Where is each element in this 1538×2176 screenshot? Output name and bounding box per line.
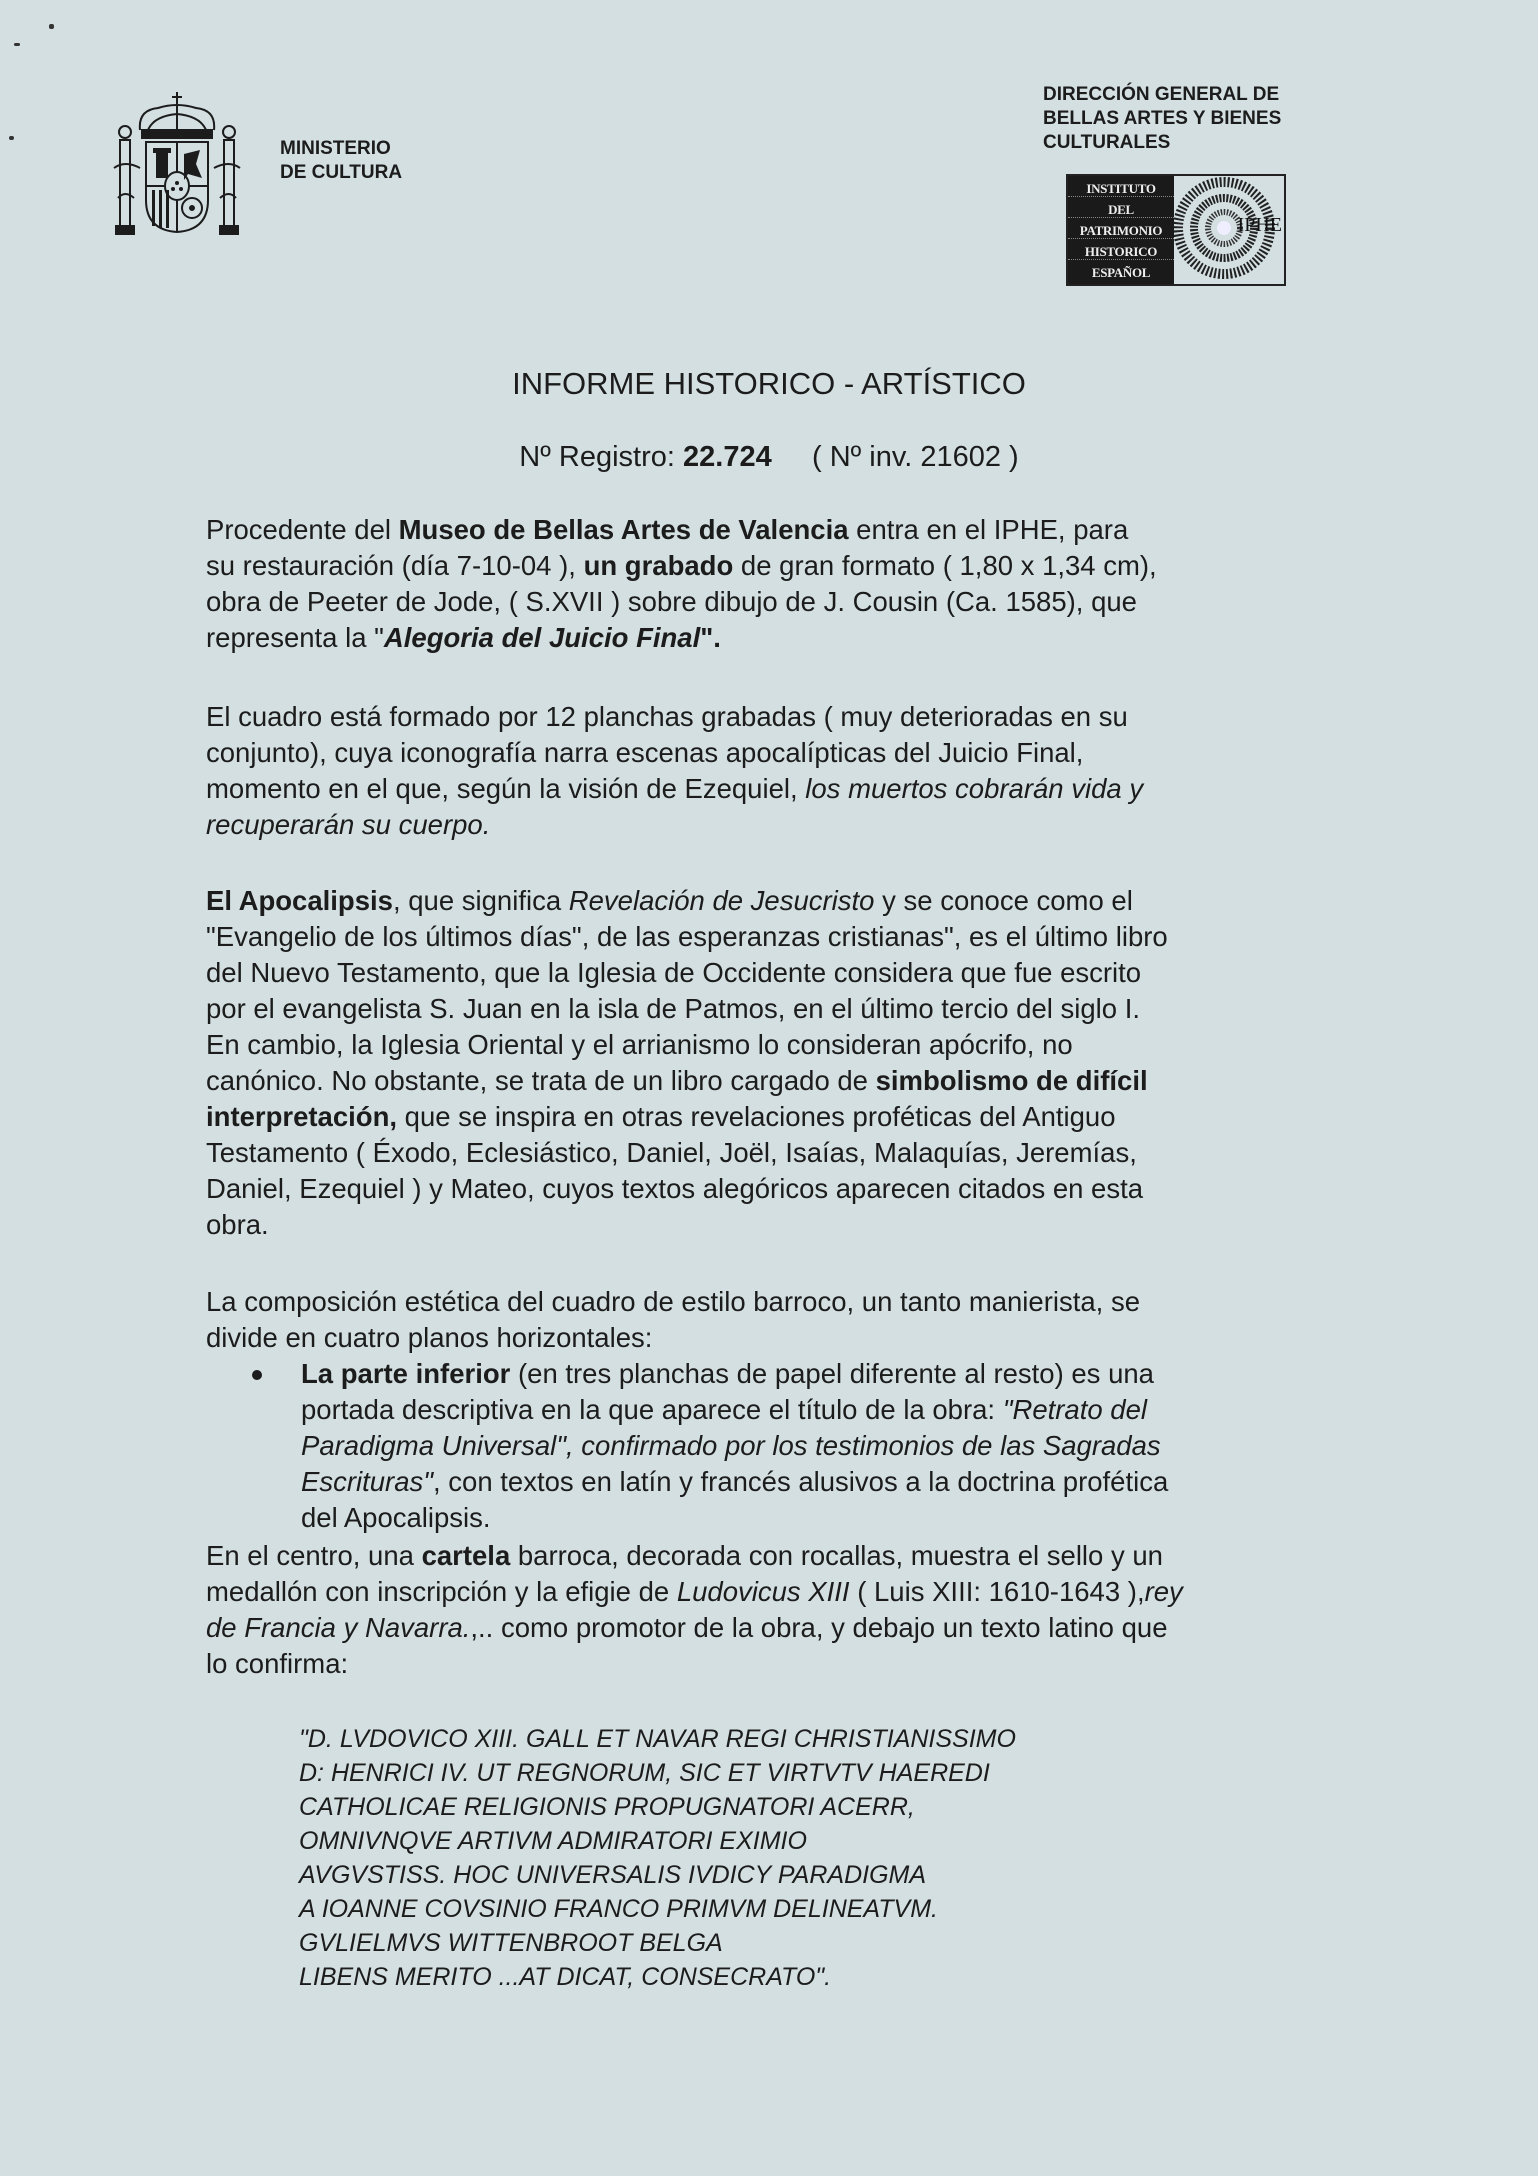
p2-line-3: momento en el que, según la visión de Ezequiel, los muertos cobrarán vida y: [206, 773, 1144, 804]
p2-line-1: El cuadro está formado por 12 planchas grabadas ( muy deterioradas en su: [206, 701, 1128, 732]
p5-line-2: medallón con inscripción y la efigie de Ludovicus XIII ( Luis XIII: 1610-1643 ),rey: [206, 1576, 1183, 1607]
latin-line-3: CATHOLICAE RELIGIONIS PROPUGNATORI ACERR,: [299, 1793, 915, 1821]
latin-line-4: OMNIVNQVE ARTIVM ADMIRATORI EXIMIO: [299, 1827, 807, 1855]
document-title: INFORME HISTORICO - ARTÍSTICO: [512, 366, 1026, 401]
p5-line-3: de Francia y Navarra.,.. como promotor de la obra, y debajo un texto latino que: [206, 1612, 1168, 1643]
iphe-logo-line: HISTORICO: [1068, 244, 1174, 260]
p3-line-10: obra.: [206, 1209, 269, 1240]
p3-line-9: Daniel, Ezequiel ) y Mateo, cuyos textos alegóricos aparecen citados en esta: [206, 1173, 1144, 1204]
bullet-line-3: Paradigma Universal", confirmado por los testimonios de las Sagradas: [301, 1430, 1161, 1461]
latin-line-8: LIBENS MERITO ...AT DICAT, CONSECRATO".: [299, 1963, 832, 1991]
directorate-line-2: BELLAS ARTES Y BIENES: [1043, 108, 1282, 129]
p5-line-1: En el centro, una cartela barroca, decorada con rocallas, muestra el sello y un: [206, 1540, 1163, 1571]
scan-speck: [49, 24, 54, 29]
p3-line-8: Testamento ( Éxodo, Eclesiástico, Daniel, Joël, Isaías, Malaquías, Jeremías,: [206, 1137, 1137, 1168]
iphe-logo-line: PATRIMONIO: [1068, 223, 1174, 239]
latin-line-1: "D. LVDOVICO XIII. GALL ET NAVAR REGI CHRISTIANISSIMO: [299, 1725, 1016, 1753]
p3-line-5: En cambio, la Iglesia Oriental y el arrianismo lo consideran apócrifo, no: [206, 1029, 1073, 1060]
p1-line-1: Procedente del Museo de Bellas Artes de Valencia entra en el IPHE, para: [206, 514, 1129, 545]
scan-speck: [9, 136, 14, 140]
latin-line-6: A IOANNE COVSINIO FRANCO PRIMVM DELINEATVM.: [299, 1895, 938, 1923]
inventario-number: ( Nº inv. 21602 ): [812, 441, 1019, 473]
directorate-name: [1043, 83, 1281, 155]
iphe-logo-line: DEL: [1068, 202, 1174, 218]
latin-line-7: GVLIELMVS WITTENBROOT BELGA: [299, 1929, 723, 1957]
directorate-line-3: CULTURALES: [1043, 132, 1171, 153]
directorate-line-1: DIRECCIÓN GENERAL DE: [1043, 84, 1280, 105]
coat-of-arms-icon: [110, 90, 245, 240]
ministry-name: [280, 137, 402, 185]
bullet-line-4: Escrituras", con textos en latín y francés alusivos a la doctrina profética: [301, 1466, 1169, 1497]
iphe-logo-text-block: [1068, 176, 1174, 284]
p4-line-2: divide en cuatro planos horizontales:: [206, 1322, 653, 1353]
ministry-line-2: DE CULTURA: [280, 162, 403, 183]
iphe-logo-line: ESPAÑOL: [1091, 264, 1151, 280]
registro-label: Nº Registro:: [519, 441, 675, 473]
p5-line-4: lo confirma:: [206, 1648, 349, 1679]
p1-line-3: obra de Peeter de Jode, ( S.XVII ) sobre dibujo de J. Cousin (Ca. 1585), que: [206, 586, 1137, 617]
p3-line-6: canónico. No obstante, se trata de un libro cargado de simbolismo de difícil: [206, 1065, 1148, 1096]
iphe-logo: [1066, 174, 1286, 286]
p4-line-1: La composición estética del cuadro de estilo barroco, un tanto manierista, se: [206, 1286, 1140, 1317]
p3-line-2: "Evangelio de los últimos días", de las esperanzas cristianas", es el último libro: [206, 921, 1168, 952]
bullet-icon: [252, 1370, 262, 1380]
registro-value: 22.724: [683, 441, 772, 473]
p1-line-2: su restauración (día 7-10-04 ), un grabado de gran formato ( 1,80 x 1,34 cm),: [206, 550, 1157, 581]
p1-line-4: representa la "Alegoria del Juicio Final".: [206, 622, 721, 653]
ministry-line-1: MINISTERIO: [280, 138, 391, 159]
latin-line-5: AVGVSTISS. HOC UNIVERSALIS IVDICY PARADIGMA: [299, 1861, 927, 1889]
iphe-logo-line: INSTITUTO: [1068, 181, 1174, 197]
iphe-seal: [1174, 176, 1284, 284]
p3-line-7: interpretación, que se inspira en otras revelaciones proféticas del Antiguo: [206, 1101, 1116, 1132]
p3-line-1: El Apocalipsis, que significa Revelación de Jesucristo y se conoce como el: [206, 885, 1133, 916]
registro-line: [0, 441, 1538, 474]
bullet-line-5: del Apocalipsis.: [301, 1502, 491, 1533]
bullet-line-2: portada descriptiva en la que aparece el título de la obra: "Retrato del: [301, 1394, 1147, 1425]
latin-line-2: D: HENRICI IV. UT REGNORUM, SIC ET VIRTVTV HAEREDI: [299, 1759, 990, 1787]
p3-line-3: del Nuevo Testamento, que la Iglesia de Occidente considera que fue escrito: [206, 957, 1142, 988]
p2-line-4: recuperarán su cuerpo.: [206, 809, 491, 840]
p3-line-4: por el evangelista S. Juan en la isla de Patmos, en el último tercio del siglo I.: [206, 993, 1140, 1024]
bullet-line-1: La parte inferior (en tres planchas de papel diferente al resto) es una: [301, 1358, 1154, 1389]
p2-line-2: conjunto), cuya iconografía narra escenas apocalípticas del Juicio Final,: [206, 737, 1084, 768]
iphe-acronym: IPHE: [1237, 214, 1282, 236]
scan-speck: [14, 43, 20, 46]
